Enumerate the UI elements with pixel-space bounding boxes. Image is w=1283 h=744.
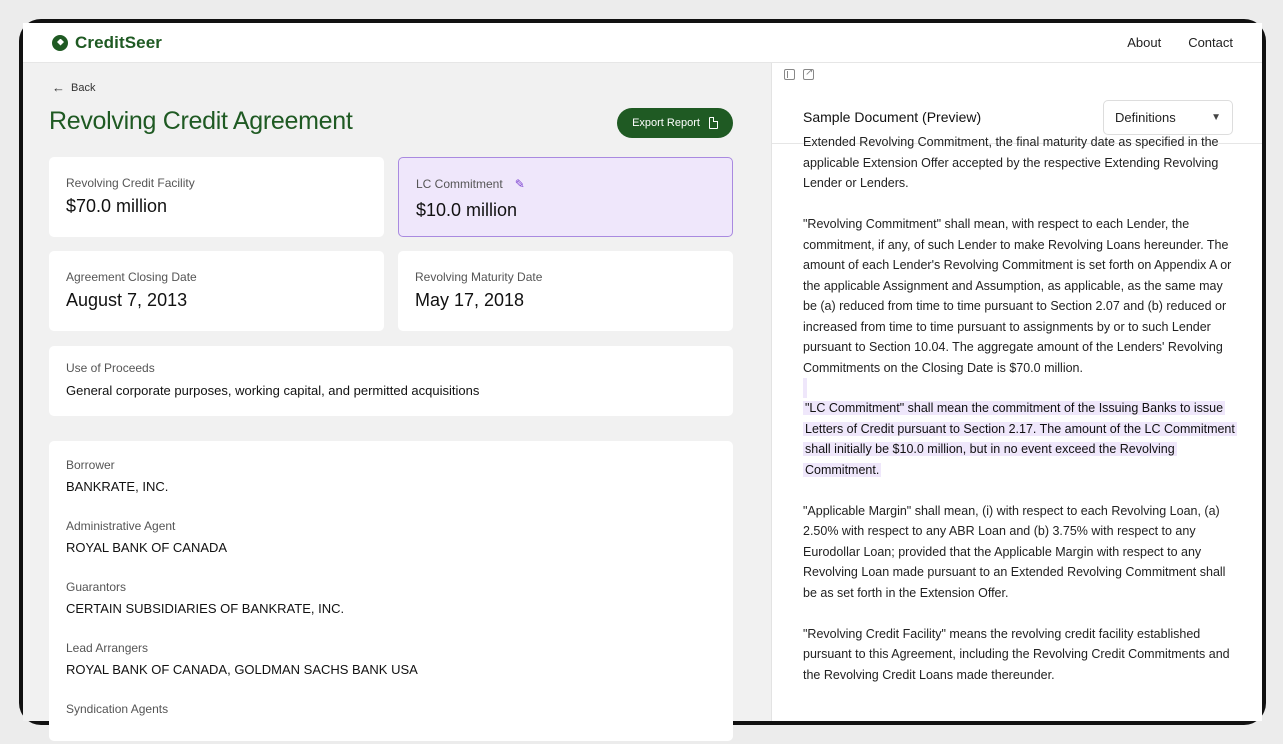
admin-agent-value: ROYAL BANK OF CANADA xyxy=(66,540,228,555)
maturity-date-card[interactable] xyxy=(398,251,733,331)
parties-card xyxy=(49,441,733,741)
pencil-icon[interactable]: ✎ xyxy=(514,177,525,191)
lc-value: $10.0 million xyxy=(416,200,518,220)
doc-paragraph: Extended Revolving Commitment, the final maturity date as specified in the applicable Extension Offer accepted by the respective Extending Revolving Lender or Lenders. xyxy=(803,135,1219,190)
back-label: Back xyxy=(71,81,96,94)
sidebar-toggle-icon[interactable] xyxy=(784,69,795,80)
highlight-marker xyxy=(803,378,807,398)
nav-links xyxy=(1127,35,1233,50)
borrower-label: Borrower xyxy=(66,458,115,472)
document-title: Sample Document (Preview) xyxy=(803,109,982,125)
arrow-left-icon: ← xyxy=(52,80,65,95)
doc-paragraph: "Revolving Credit Facility" means the revolving credit facility established pursuant to this Agreement, including the Revolving Credit Commitments and the Revolving Credit Loans made thereunder. xyxy=(803,626,1230,682)
top-navigation xyxy=(23,23,1262,63)
app-screen xyxy=(23,23,1262,721)
highlighted-definition: "LC Commitment" shall mean the commitment of the Issuing Banks to issue Letters of Credit pursuant to Section 2.17. The amount of the LC Commitment shall initially be $10.0 million, but in no event exceed the Revolving Commitment. xyxy=(805,401,1235,477)
summary-pane xyxy=(23,63,771,721)
facility-value: $70.0 million xyxy=(66,196,168,216)
use-of-proceeds-card[interactable] xyxy=(49,346,733,416)
lc-commitment-card[interactable] xyxy=(398,157,733,237)
caret-down-icon: ▼ xyxy=(1211,112,1221,123)
lead-arrangers-value: ROYAL BANK OF CANADA, GOLDMAN SACHS BANK USA xyxy=(66,662,418,677)
closing-value: August 7, 2013 xyxy=(66,290,188,310)
brand-logo-icon xyxy=(52,35,68,51)
maturity-value: May 17, 2018 xyxy=(415,290,525,310)
lc-label-row xyxy=(416,177,525,191)
lead-arrangers-label: Lead Arrangers xyxy=(66,641,149,655)
page-title: Revolving Credit Agreement xyxy=(49,107,353,135)
syndication-agents-label: Syndication Agents xyxy=(66,702,169,716)
facility-card[interactable] xyxy=(49,157,384,237)
nav-about-link[interactable]: About xyxy=(1127,35,1162,50)
admin-agent-label: Administrative Agent xyxy=(66,519,176,533)
closing-label: Agreement Closing Date xyxy=(66,270,197,284)
guarantors-label: Guarantors xyxy=(66,580,127,594)
export-report-button[interactable] xyxy=(617,108,733,138)
brand[interactable] xyxy=(52,33,162,53)
proceeds-value: General corporate purposes, working capital, and permitted acquisitions xyxy=(66,383,480,398)
closing-date-card[interactable] xyxy=(49,251,384,331)
nav-contact-link[interactable]: Contact xyxy=(1188,35,1233,50)
open-external-icon[interactable] xyxy=(803,69,814,80)
document-scroll-area[interactable] xyxy=(772,135,1262,721)
section-select-value: Definitions xyxy=(1115,110,1176,125)
borrower-value: BANKRATE, INC. xyxy=(66,479,169,494)
doc-paragraph: "Applicable Margin" shall mean, (i) with respect to each Revolving Loan, (a) 2.50% with respect to any ABR Loan and (b) 3.75% with respect to any Eurodollar Loan; provided that the Applicable Margin with respect to any Revolving Loan made pursuant to an Extended Revolving Commitment shall be as set forth in the Extension Offer. xyxy=(803,503,1226,600)
section-select[interactable] xyxy=(1103,100,1233,135)
document-preview-pane xyxy=(771,63,1262,721)
proceeds-label: Use of Proceeds xyxy=(66,361,155,375)
preview-toolbar xyxy=(784,69,814,80)
document-icon xyxy=(709,117,718,129)
doc-paragraph-highlighted xyxy=(803,398,1235,480)
doc-paragraph: "Revolving Commitment" shall mean, with respect to each Lender, the commitment, if any, of such Lender to make Revolving Loans hereunder. The amount of each Lender's Revolving Commitment is set forth on Appendix A or the applicable Assignment and Assumption, as applicable, as the same may be (a) reduced from time to time pursuant to Section 2.07 and (b) reduced or increased from time to time pursuant to assignments by or to such Lender pursuant to Section 10.04. The aggregate amount of the Lenders' Revolving Commitments on the Closing Date is $70.0 million. xyxy=(803,217,1232,375)
facility-label: Revolving Credit Facility xyxy=(66,176,195,190)
export-label: Export Report xyxy=(632,117,700,129)
lc-label: LC Commitment xyxy=(416,177,503,191)
back-button[interactable] xyxy=(52,81,95,94)
brand-name: CreditSeer xyxy=(75,32,162,52)
guarantors-value: CERTAIN SUBSIDIARIES OF BANKRATE, INC. xyxy=(66,601,345,616)
maturity-label: Revolving Maturity Date xyxy=(415,270,543,284)
document-body xyxy=(803,132,1235,706)
device-bezel xyxy=(19,19,1266,725)
